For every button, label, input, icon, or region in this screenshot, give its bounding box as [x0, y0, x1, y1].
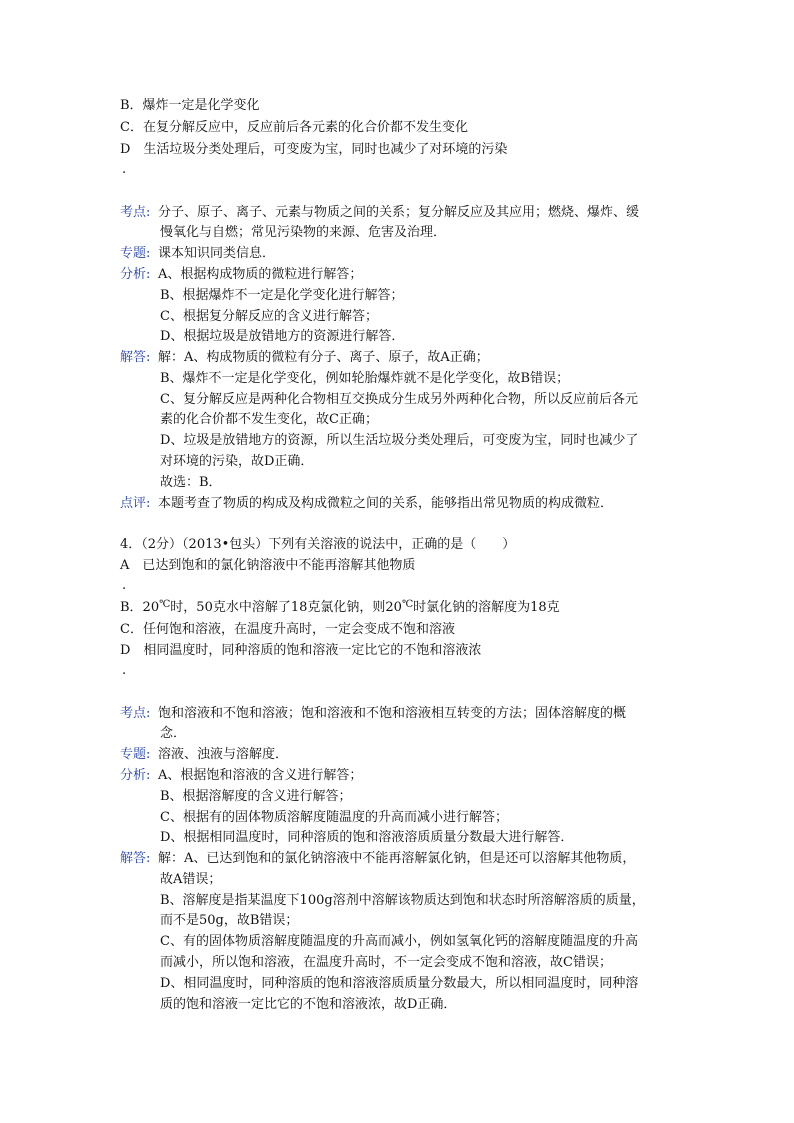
q4-jieda-a2: 故A错误； — [160, 872, 222, 887]
q4-option-a: A 已达到饱和的氯化钠溶液中不能再溶解其他物质 — [120, 558, 416, 573]
q3-option-b: B．爆炸一定是化学变化 — [120, 98, 260, 113]
q4-option-d: D 相同温度时，同种溶质的饱和溶液一定比它的不饱和溶液浓 — [120, 643, 482, 658]
q4-kaodian — [120, 704, 626, 724]
q3-jieda-c2: 素的化合价都不发生变化，故C正确； — [160, 412, 378, 427]
q3-fenxi-d: D、根据垃圾是放错地方的资源进行解答． — [160, 329, 405, 344]
q3-jieda-answer: 故选：B． — [160, 475, 222, 490]
q4-fenxi-c: C、根据有的固体物质溶解度随温度的升高而减小进行解答； — [160, 810, 508, 825]
q3-jieda-d2: 对环境的污染，故D正确． — [160, 454, 314, 469]
q3-dianping — [120, 494, 613, 514]
q4-fenxi — [120, 766, 362, 786]
kaodian-label: 考点: — [120, 205, 151, 220]
q4-option-b-mid: 时，50克水中溶解了18克氯化钠，则20 — [170, 600, 402, 615]
q4-kaodian-text-1: 饱和溶液和不饱和溶液；饱和溶液和不饱和溶液相互转变的方法；固体溶解度的概 — [158, 706, 627, 721]
q4-jieda-c1: C、有的固体物质溶解度随温度的升高而减小，例如氢氧化钙的溶解度随温度的升高 — [160, 934, 638, 949]
q3-kaodian-text-2: 慢氧化与自燃；常见污染物的来源、危害及治理． — [160, 225, 447, 240]
q4-jieda-c2: 而减小，所以饱和溶液，在温度升高时，不一定会变成不饱和溶液，故C错误； — [160, 955, 612, 970]
q4-fenxi-a: A、根据饱和溶液的含义进行解答； — [158, 768, 363, 783]
q3-fenxi — [120, 265, 362, 285]
q4-option-a-dot: . — [122, 578, 127, 593]
q3-jieda-d1: D、垃圾是放错地方的资源，所以生活垃圾分类处理后，可变废为宝，同时也减少了 — [160, 433, 639, 448]
q4-option-b-pre: B．20 — [120, 600, 160, 615]
fenxi-label: 分析: — [120, 768, 151, 783]
q3-jieda — [120, 348, 489, 368]
q3-fenxi-a: A、根据构成物质的微粒进行解答； — [158, 267, 363, 282]
q3-kaodian-text-1: 分子、原子、离子、元素与物质之间的关系；复分解反应及其应用；燃烧、爆炸、缓 — [158, 205, 640, 220]
q3-fenxi-b: B、根据爆炸不一定是化学变化进行解答； — [160, 288, 404, 303]
q4-zhuanti — [120, 745, 288, 765]
q4-jieda-b2: 而不是50g，故B错误； — [160, 913, 299, 928]
q4-fenxi-d: D、根据相同温度时，同种溶质的饱和溶液溶质质量分数最大进行解答． — [160, 830, 574, 845]
dianping-label: 点评: — [120, 496, 151, 511]
q4-jieda-d1: D、相同温度时，同种溶质的饱和溶液溶质质量分数最大，所以相同温度时，同种溶 — [160, 976, 639, 991]
fenxi-label: 分析: — [120, 267, 151, 282]
q4-option-d-dot: . — [122, 663, 127, 678]
q3-option-d-dot: . — [122, 162, 127, 177]
q4-jieda — [120, 849, 635, 869]
q3-zhuanti-text: 课本知识同类信息． — [158, 246, 276, 261]
q3-kaodian — [120, 203, 639, 223]
q3-jieda-b: B、爆炸不一定是化学变化，例如轮胎爆炸就不是化学变化，故B错误； — [160, 371, 570, 386]
q3-dianping-text: 本题考查了物质的构成及构成微粒之间的关系，能够指出常见物质的构成微粒． — [158, 496, 614, 511]
jieda-label: 解答: — [120, 851, 151, 866]
degree-symbol: ℃ — [401, 599, 414, 610]
q4-fenxi-b: B、根据溶解度的含义进行解答； — [160, 789, 352, 804]
q3-jieda-a: 解：A、构成物质的微粒有分子、离子、原子，故A正确； — [158, 350, 489, 365]
degree-symbol: ℃ — [159, 599, 171, 610]
kaodian-label: 考点: — [120, 706, 151, 721]
q4-option-b-post: 时氯化钠的溶解度为18克 — [413, 600, 560, 615]
jieda-label: 解答: — [120, 350, 151, 365]
q3-zhuanti — [120, 244, 275, 264]
q4-stem: 4．（2分）（2013•包头）下列有关溶液的说法中，正确的是（ ） — [120, 537, 516, 552]
zhuanti-label: 专题: — [120, 747, 151, 762]
q4-kaodian-text-2: 念． — [160, 726, 187, 741]
q4-jieda-b1: B、溶解度是指某温度下100g溶剂中溶解该物质达到饱和状态时所溶解溶质的质量， — [160, 893, 645, 908]
q4-option-c: C．任何饱和溶液，在温度升高时，一定会变成不饱和溶液 — [120, 622, 455, 637]
q4-jieda-d2: 质的饱和溶液一定比它的不饱和溶液浓，故D正确． — [160, 997, 457, 1012]
q4-option-b — [120, 598, 560, 618]
q3-option-c: C．在复分解反应中，反应前后各元素的化合价都不发生变化 — [120, 120, 468, 135]
q3-fenxi-c: C、根据复分解反应的含义进行解答； — [160, 309, 378, 324]
q4-zhuanti-text: 溶液、浊液与溶解度． — [158, 747, 289, 762]
zhuanti-label: 专题: — [120, 246, 151, 261]
q4-jieda-a1: 解：A、已达到饱和的氯化钠溶液中不能再溶解氯化钠，但是还可以溶解其他物质， — [158, 851, 636, 866]
q3-option-d: D 生活垃圾分类处理后，可变废为宝，同时也减少了对环境的污染 — [120, 142, 508, 157]
q3-jieda-c1: C、复分解反应是两种化合物相互交换成分生成另外两种化合物，所以反应前后各元 — [160, 392, 638, 407]
